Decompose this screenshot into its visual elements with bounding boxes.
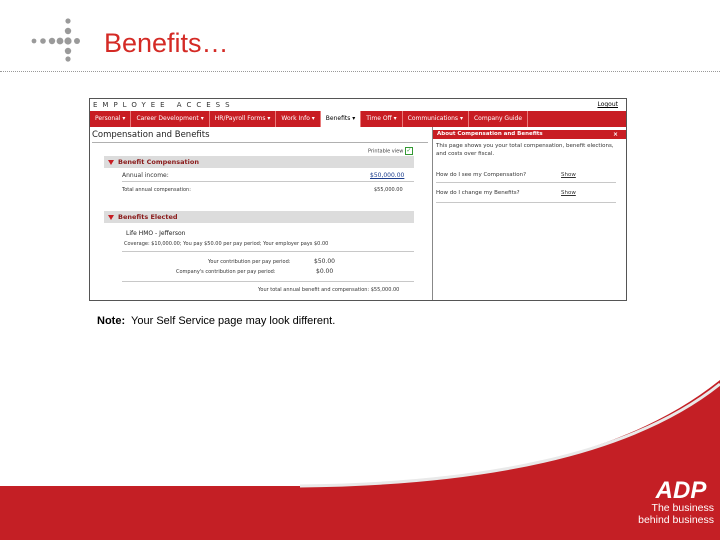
tagline-line-2: behind business bbox=[638, 514, 714, 526]
your-contribution-label: Your contribution per pay period: bbox=[208, 259, 291, 265]
slide-note bbox=[97, 315, 335, 327]
help-sidebar-title: About Compensation and Benefits bbox=[437, 131, 543, 137]
row-divider bbox=[122, 251, 414, 252]
benefit-compensation-title: Benefit Compensation bbox=[118, 158, 199, 166]
coverage-line: Coverage: $10,000.00; You pay $50.00 per pay period; Your employer pays $0.00 bbox=[124, 241, 329, 247]
show-benefits-link[interactable]: Show bbox=[561, 190, 576, 196]
self-service-screenshot bbox=[89, 98, 627, 301]
collapse-triangle-icon bbox=[108, 160, 114, 165]
help-divider bbox=[436, 182, 616, 183]
close-icon[interactable]: × bbox=[612, 131, 618, 138]
top-nav bbox=[90, 111, 626, 127]
note-label: Note: bbox=[97, 315, 126, 327]
nav-personal[interactable]: Personal ▾ bbox=[90, 111, 131, 127]
title-divider bbox=[0, 71, 720, 72]
nav-hr-payroll-forms[interactable]: HR/Payroll Forms ▾ bbox=[210, 111, 277, 127]
annual-income-value-link[interactable]: $50,000.00 bbox=[370, 172, 405, 179]
brand-bar bbox=[90, 99, 626, 111]
row-divider bbox=[122, 181, 414, 182]
printable-view-checkbox[interactable]: ✓ bbox=[406, 147, 412, 154]
tagline-line-1: The business bbox=[651, 502, 714, 514]
heading-divider bbox=[92, 142, 428, 143]
nav-career-development[interactable]: Career Development ▾ bbox=[131, 111, 209, 127]
slide-title: Benefits… bbox=[104, 28, 229, 58]
collapse-triangle-icon bbox=[108, 215, 114, 220]
total-compensation-label: Total annual compensation: bbox=[122, 187, 191, 193]
adp-logo bbox=[652, 477, 710, 501]
adp-logo-text: ADP bbox=[655, 477, 707, 501]
nav-work-info[interactable]: Work Info ▾ bbox=[276, 111, 320, 127]
help-sidebar bbox=[433, 127, 626, 300]
dot-cluster-decoration bbox=[28, 16, 84, 62]
benefits-elected-title: Benefits Elected bbox=[118, 213, 178, 221]
footer-tagline bbox=[626, 502, 714, 526]
logout-link[interactable]: Logout bbox=[597, 101, 618, 108]
help-sidebar-header bbox=[433, 130, 626, 139]
your-contribution-value: $50.00 bbox=[314, 258, 335, 265]
annual-income-label: Annual income: bbox=[122, 172, 169, 179]
printable-view-label: Printable view bbox=[368, 148, 404, 155]
help-intro-text: This page shows you your total compensation, benefit elections, and costs over fiscal. bbox=[436, 143, 614, 157]
footer-swoosh-decoration bbox=[0, 380, 720, 540]
help-question-benefits: How do I change my Benefits? bbox=[436, 190, 520, 196]
brand-wordmark: EMPLOYEE ACCESS bbox=[93, 101, 235, 109]
note-text: Your Self Service page may look different. bbox=[131, 315, 336, 327]
total-annual-line: Your total annual benefit and compensation: $55,000.00 bbox=[258, 287, 400, 293]
total-compensation-value: $55,000.00 bbox=[374, 187, 403, 193]
nav-communications[interactable]: Communications ▾ bbox=[403, 111, 469, 127]
nav-benefits[interactable]: Benefits ▾ bbox=[321, 111, 361, 127]
help-question-compensation: How do I see my Compensation? bbox=[436, 172, 527, 178]
benefit-compensation-header[interactable] bbox=[104, 156, 414, 168]
show-compensation-link[interactable]: Show bbox=[561, 172, 576, 178]
row-divider bbox=[122, 281, 414, 282]
printable-view-row bbox=[368, 147, 413, 155]
main-content bbox=[90, 127, 433, 300]
nav-time-off[interactable]: Time Off ▾ bbox=[361, 111, 402, 127]
nav-company-guide[interactable]: Company Guide bbox=[469, 111, 528, 127]
company-contribution-value: $0.00 bbox=[316, 268, 334, 275]
plan-name: Life HMO - Jefferson bbox=[126, 230, 186, 237]
benefits-elected-header[interactable] bbox=[104, 211, 414, 223]
page-heading: Compensation and Benefits bbox=[92, 130, 210, 140]
company-contribution-label: Company's contribution per pay period: bbox=[176, 269, 276, 275]
help-divider bbox=[436, 202, 616, 203]
